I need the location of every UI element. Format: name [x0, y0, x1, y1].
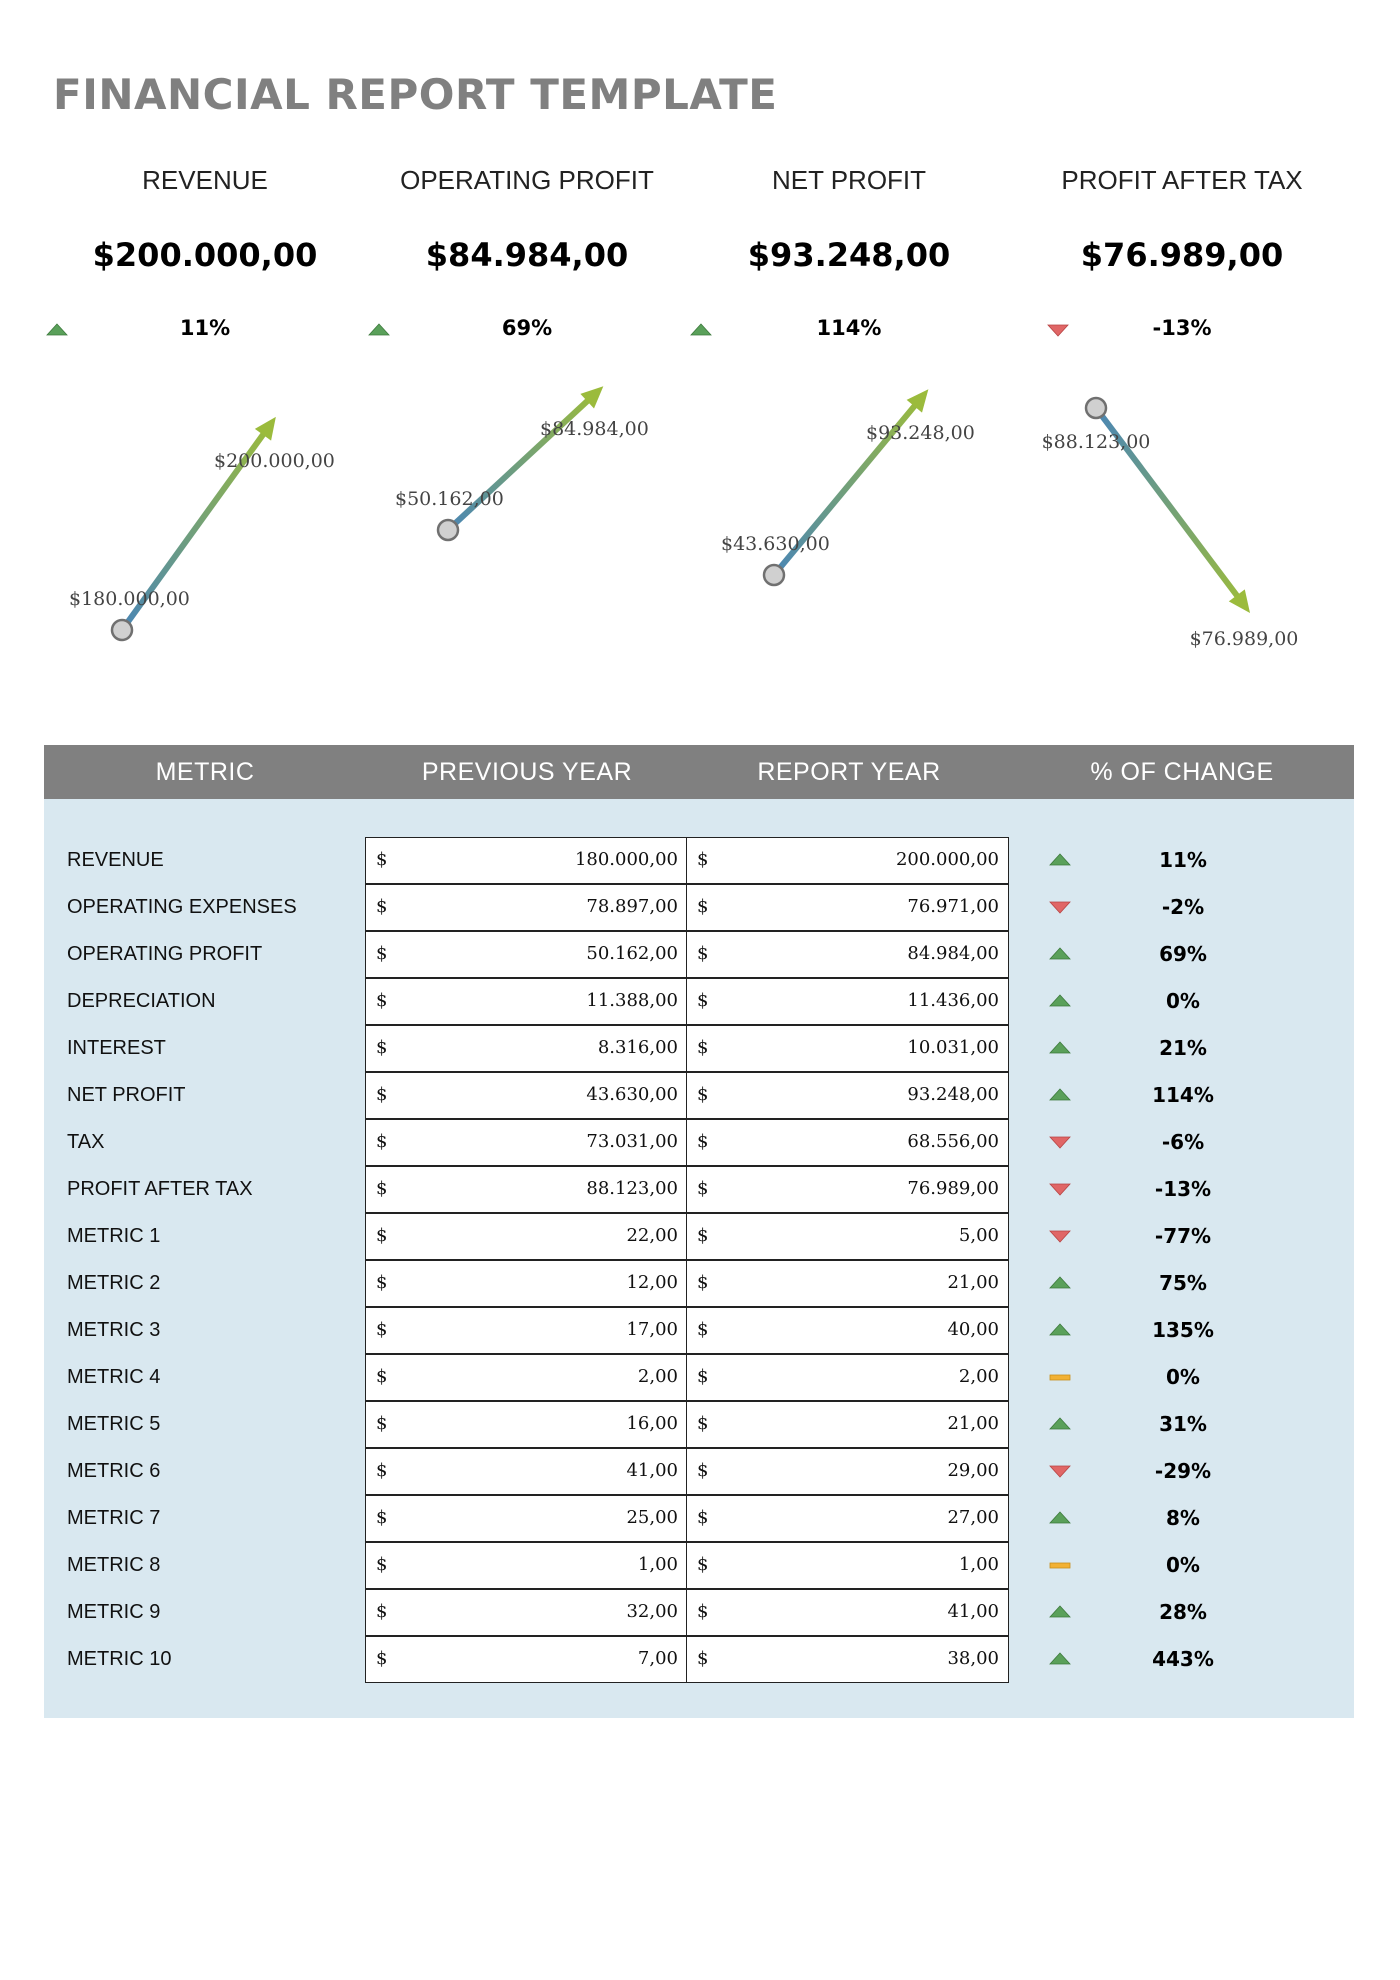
metric-label: PROFIT AFTER TAX — [67, 1178, 253, 1200]
metric-label: OPERATING EXPENSES — [67, 896, 297, 918]
kpi-percent: 114% — [816, 316, 882, 340]
triangle-up-icon — [689, 322, 713, 338]
metric-label: METRIC 9 — [67, 1601, 161, 1623]
previous-year-value: 73.031,00 — [586, 1131, 678, 1152]
table-row — [0, 1119, 1400, 1166]
kpi-card — [1017, 160, 1347, 340]
sparkline-curr-label: $76.989,00 — [1189, 628, 1299, 650]
percent-change-value: 443% — [1152, 1647, 1214, 1671]
report-year-value: 41,00 — [947, 1601, 999, 1622]
currency-symbol: $ — [376, 1272, 388, 1293]
report-year-value: 21,00 — [947, 1272, 999, 1293]
previous-year-value: 88.123,00 — [586, 1178, 678, 1199]
currency-symbol: $ — [376, 896, 388, 917]
triangle-down-icon — [1048, 899, 1072, 915]
percent-change-value: 11% — [1159, 848, 1207, 872]
report-year-cell[interactable] — [686, 884, 1009, 931]
currency-symbol: $ — [376, 1366, 388, 1387]
table-row — [0, 978, 1400, 1025]
table-row — [0, 837, 1400, 884]
previous-year-value: 8.316,00 — [597, 1037, 678, 1058]
percent-change-value: 0% — [1166, 1365, 1200, 1389]
previous-year-cell[interactable] — [365, 1072, 688, 1119]
metric-label: METRIC 10 — [67, 1648, 172, 1670]
report-year-value: 21,00 — [947, 1413, 999, 1434]
report-year-value: 10.031,00 — [907, 1037, 999, 1058]
currency-symbol: $ — [376, 1037, 388, 1058]
previous-year-value: 7,00 — [637, 1648, 678, 1669]
triangle-up-icon — [1048, 1604, 1072, 1620]
table-row — [0, 1072, 1400, 1119]
currency-symbol: $ — [697, 1084, 709, 1105]
sparkline-prev-label: $88.123,00 — [1041, 431, 1151, 453]
percent-change-value: -6% — [1161, 1130, 1205, 1154]
previous-year-cell[interactable] — [365, 1589, 688, 1636]
table-row — [0, 1307, 1400, 1354]
triangle-up-icon — [45, 322, 69, 338]
previous-year-value: 2,00 — [637, 1366, 678, 1387]
percent-change-value: -29% — [1154, 1459, 1212, 1483]
report-year-cell[interactable] — [686, 1542, 1009, 1589]
triangle-down-icon — [1048, 1228, 1072, 1244]
percent-change-value: -77% — [1154, 1224, 1212, 1248]
previous-year-value: 43.630,00 — [586, 1084, 678, 1105]
previous-year-value: 1,00 — [637, 1554, 678, 1575]
kpi-value: $76.989,00 — [1080, 236, 1284, 274]
report-year-cell[interactable] — [686, 1589, 1009, 1636]
sparkline-start-point — [438, 520, 458, 540]
metric-label: METRIC 4 — [67, 1366, 161, 1388]
table-row — [0, 1213, 1400, 1260]
table-row — [0, 931, 1400, 978]
previous-year-cell[interactable] — [365, 1307, 688, 1354]
percent-change-value: 75% — [1159, 1271, 1207, 1295]
triangle-up-icon — [1048, 852, 1072, 868]
previous-year-cell[interactable] — [365, 1636, 688, 1683]
sparkline-start-point — [1086, 398, 1106, 418]
previous-year-cell[interactable] — [365, 1354, 688, 1401]
report-year-cell[interactable] — [686, 1495, 1009, 1542]
metric-label: NET PROFIT — [67, 1084, 186, 1106]
report-year-value: 76.989,00 — [907, 1178, 999, 1199]
triangle-up-icon — [1048, 1087, 1072, 1103]
report-year-cell[interactable] — [686, 1166, 1009, 1213]
currency-symbol: $ — [697, 1554, 709, 1575]
report-year-value: 40,00 — [947, 1319, 999, 1340]
sparkline-curr-label: $84.984,00 — [540, 418, 649, 440]
triangle-down-icon — [1048, 1463, 1072, 1479]
report-year-value: 11.436,00 — [907, 990, 999, 1011]
header-percent-change: % OF CHANGE — [1090, 758, 1274, 786]
metric-label: METRIC 2 — [67, 1272, 161, 1294]
triangle-down-icon — [1048, 1134, 1072, 1150]
triangle-up-icon — [1048, 1322, 1072, 1338]
header-report-year: REPORT YEAR — [757, 758, 941, 786]
currency-symbol: $ — [697, 1131, 709, 1152]
currency-symbol: $ — [376, 849, 388, 870]
table-row — [0, 884, 1400, 931]
report-year-value: 93.248,00 — [907, 1084, 999, 1105]
report-year-cell[interactable] — [686, 978, 1009, 1025]
previous-year-cell[interactable] — [365, 1025, 688, 1072]
currency-symbol: $ — [697, 1507, 709, 1528]
report-year-cell[interactable] — [686, 1025, 1009, 1072]
metric-label: METRIC 1 — [67, 1225, 161, 1247]
triangle-up-icon — [1048, 1040, 1072, 1056]
triangle-up-icon — [1048, 946, 1072, 962]
table-row — [0, 1448, 1400, 1495]
report-year-value: 1,00 — [958, 1554, 999, 1575]
report-year-value: 38,00 — [947, 1648, 999, 1669]
currency-symbol: $ — [376, 1319, 388, 1340]
metric-label: METRIC 7 — [67, 1507, 161, 1529]
currency-symbol: $ — [697, 943, 709, 964]
previous-year-value: 12,00 — [626, 1272, 678, 1293]
previous-year-value: 78.897,00 — [586, 896, 678, 917]
currency-symbol: $ — [376, 1413, 388, 1434]
report-year-value: 27,00 — [947, 1507, 999, 1528]
kpi-label: OPERATING PROFIT — [400, 165, 654, 195]
previous-year-value: 180.000,00 — [574, 849, 678, 870]
currency-symbol: $ — [376, 1131, 388, 1152]
triangle-up-icon — [1048, 1275, 1072, 1291]
kpi-value: $93.248,00 — [747, 236, 951, 274]
triangle-up-icon — [1048, 993, 1072, 1009]
previous-year-cell[interactable] — [365, 978, 688, 1025]
table-header — [44, 745, 1354, 799]
previous-year-cell[interactable] — [365, 837, 688, 884]
metric-label: OPERATING PROFIT — [67, 943, 263, 965]
table-row — [0, 1636, 1400, 1683]
percent-change-value: 69% — [1159, 942, 1207, 966]
percent-change-value: 0% — [1166, 1553, 1200, 1577]
kpi-percent: 11% — [179, 316, 231, 340]
currency-symbol: $ — [697, 990, 709, 1011]
currency-symbol: $ — [376, 1084, 388, 1105]
metric-label: TAX — [67, 1131, 105, 1153]
report-year-value: 5,00 — [958, 1225, 999, 1246]
report-year-cell[interactable] — [686, 1072, 1009, 1119]
previous-year-value: 50.162,00 — [586, 943, 678, 964]
report-year-cell[interactable] — [686, 1307, 1009, 1354]
currency-symbol: $ — [376, 1507, 388, 1528]
kpi-value: $200.000,00 — [92, 236, 318, 274]
currency-symbol: $ — [697, 1225, 709, 1246]
previous-year-value: 25,00 — [626, 1507, 678, 1528]
report-year-value: 2,00 — [958, 1366, 999, 1387]
currency-symbol: $ — [697, 1648, 709, 1669]
report-year-value: 68.556,00 — [907, 1131, 999, 1152]
currency-symbol: $ — [697, 1178, 709, 1199]
currency-symbol: $ — [697, 1272, 709, 1293]
report-year-value: 29,00 — [947, 1460, 999, 1481]
metric-label: METRIC 6 — [67, 1460, 161, 1482]
previous-year-cell[interactable] — [365, 1542, 688, 1589]
metric-label: REVENUE — [67, 849, 164, 871]
currency-symbol: $ — [376, 1601, 388, 1622]
percent-change-value: 135% — [1152, 1318, 1214, 1342]
currency-symbol: $ — [697, 1601, 709, 1622]
currency-symbol: $ — [697, 896, 709, 917]
report-year-cell[interactable] — [686, 1448, 1009, 1495]
previous-year-cell[interactable] — [365, 1213, 688, 1260]
currency-symbol: $ — [697, 1319, 709, 1340]
previous-year-cell[interactable] — [365, 1448, 688, 1495]
report-year-cell[interactable] — [686, 1213, 1009, 1260]
currency-symbol: $ — [376, 1554, 388, 1575]
currency-symbol: $ — [376, 1225, 388, 1246]
previous-year-cell[interactable] — [365, 1495, 688, 1542]
triangle-up-icon — [1048, 1416, 1072, 1432]
previous-year-cell[interactable] — [365, 1166, 688, 1213]
report-year-value: 84.984,00 — [907, 943, 999, 964]
report-year-cell[interactable] — [686, 837, 1009, 884]
currency-symbol: $ — [697, 1366, 709, 1387]
previous-year-value: 32,00 — [626, 1601, 678, 1622]
sparkline-2 — [721, 389, 975, 585]
sparkline-start-point — [112, 620, 132, 640]
dash-icon — [1048, 1557, 1072, 1573]
percent-change-value: -2% — [1161, 895, 1205, 919]
metric-label: INTEREST — [67, 1037, 166, 1059]
kpi-sparklines — [0, 380, 1400, 660]
kpi-card — [40, 160, 370, 340]
currency-symbol: $ — [376, 990, 388, 1011]
table-row — [0, 1166, 1400, 1213]
percent-change-value: 0% — [1166, 989, 1200, 1013]
metric-label: METRIC 5 — [67, 1413, 161, 1435]
sparkline-prev-label: $180.000,00 — [69, 588, 190, 610]
sparkline-1 — [395, 386, 649, 540]
triangle-down-icon — [1048, 1181, 1072, 1197]
currency-symbol: $ — [697, 849, 709, 870]
kpi-value: $84.984,00 — [425, 236, 629, 274]
previous-year-value: 41,00 — [626, 1460, 678, 1481]
sparkline-0 — [69, 417, 335, 640]
report-year-cell[interactable] — [686, 1636, 1009, 1683]
header-previous-year: PREVIOUS YEAR — [421, 758, 633, 786]
previous-year-cell[interactable] — [365, 1260, 688, 1307]
kpi-label: PROFIT AFTER TAX — [1061, 165, 1303, 195]
previous-year-cell[interactable] — [365, 931, 688, 978]
report-year-cell[interactable] — [686, 1119, 1009, 1166]
table-row — [0, 1495, 1400, 1542]
report-year-cell[interactable] — [686, 1354, 1009, 1401]
header-metric: METRIC — [155, 758, 255, 786]
table-row — [0, 1354, 1400, 1401]
table-row — [0, 1260, 1400, 1307]
previous-year-value: 16,00 — [626, 1413, 678, 1434]
percent-change-value: 31% — [1159, 1412, 1207, 1436]
sparkline-prev-label: $50.162,00 — [395, 488, 504, 510]
metric-label: METRIC 3 — [67, 1319, 161, 1341]
kpi-label: REVENUE — [142, 165, 268, 195]
kpi-card — [362, 160, 692, 340]
previous-year-cell[interactable] — [365, 884, 688, 931]
percent-change-value: 28% — [1159, 1600, 1207, 1624]
previous-year-cell[interactable] — [365, 1401, 688, 1448]
table-row — [0, 1025, 1400, 1072]
previous-year-value: 17,00 — [626, 1319, 678, 1340]
previous-year-value: 22,00 — [626, 1225, 678, 1246]
currency-symbol: $ — [697, 1413, 709, 1434]
dash-icon — [1048, 1369, 1072, 1385]
table-row — [0, 1589, 1400, 1636]
currency-symbol: $ — [376, 1648, 388, 1669]
triangle-up-icon — [1048, 1510, 1072, 1526]
metric-label: DEPRECIATION — [67, 990, 216, 1012]
page-title: FINANCIAL REPORT TEMPLATE — [53, 70, 778, 119]
report-year-cell[interactable] — [686, 1260, 1009, 1307]
currency-symbol: $ — [376, 1460, 388, 1481]
percent-change-value: 21% — [1159, 1036, 1207, 1060]
percent-change-value: 114% — [1152, 1083, 1214, 1107]
triangle-down-icon — [1046, 322, 1070, 338]
triangle-up-icon — [367, 322, 391, 338]
table-row — [0, 1401, 1400, 1448]
sparkline-start-point — [764, 565, 784, 585]
triangle-up-icon — [1048, 1651, 1072, 1667]
currency-symbol: $ — [376, 943, 388, 964]
report-year-cell[interactable] — [686, 931, 1009, 978]
metric-label: METRIC 8 — [67, 1554, 161, 1576]
report-year-value: 76.971,00 — [907, 896, 999, 917]
sparkline-curr-label: $200.000,00 — [214, 450, 335, 472]
kpi-percent: -13% — [1152, 316, 1212, 340]
currency-symbol: $ — [697, 1460, 709, 1481]
percent-change-value: 8% — [1166, 1506, 1200, 1530]
previous-year-value: 11.388,00 — [586, 990, 678, 1011]
sparkline-3 — [1042, 398, 1299, 650]
currency-symbol: $ — [697, 1037, 709, 1058]
kpi-card — [684, 160, 1014, 340]
percent-change-value: -13% — [1154, 1177, 1212, 1201]
report-year-cell[interactable] — [686, 1401, 1009, 1448]
kpi-label: NET PROFIT — [771, 165, 927, 195]
table-row — [0, 1542, 1400, 1589]
kpi-percent: 69% — [501, 316, 553, 340]
currency-symbol: $ — [376, 1178, 388, 1199]
sparkline-prev-label: $43.630,00 — [721, 533, 830, 555]
previous-year-cell[interactable] — [365, 1119, 688, 1166]
sparkline-curr-label: $93.248,00 — [866, 422, 975, 444]
report-year-value: 200.000,00 — [895, 849, 999, 870]
